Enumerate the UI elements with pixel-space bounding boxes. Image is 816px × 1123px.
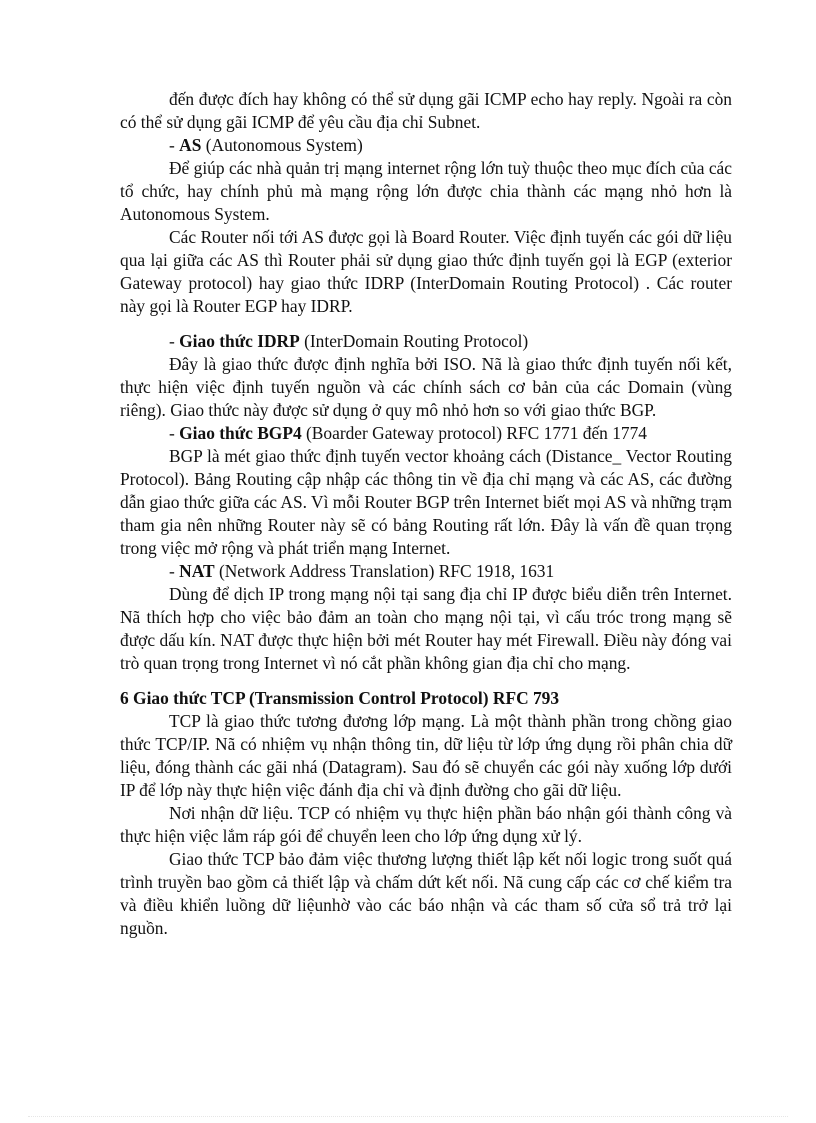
bullet-dash: - — [169, 423, 180, 443]
spacer — [120, 318, 732, 330]
spacer — [120, 675, 732, 687]
bullet-nat-text: (Network Address Translation) RFC 1918, 1631 — [218, 561, 555, 581]
bullet-as-text: (Autonomous System) — [205, 135, 363, 155]
paragraph-tcp-1: TCP là giao thức tương đương lớp mạng. Là một thành phần trong chồng giao thức TCP/IP. Nã có nhiệm vụ nhận thông tin, dữ liệu từ lớp ứng dụng rồi phân chia dữ liệu, đóng thành các gãi nhá (Datagram). Sau đó sẽ chuyển các gói này xuống lớp dưới IP để lớp này thực hiện việc đánh địa chỉ và định đường cho gãi dữ liệu. — [120, 711, 732, 800]
paragraph-as-routers: Các Router nối tới AS được gọi là Board Router. Việc định tuyến các gói dữ liệu qua lại giữa các AS thì Router phải sử dụng giao thức định tuyến gọi là EGP (exterior Gateway protocol) hay giao thức IDRP (InterDomain Routing Protocol) . Các router này gọi là Router EGP hay IDRP. — [120, 227, 732, 316]
bullet-as — [120, 134, 732, 157]
bullet-bgp-label: Giao thức BGP4 — [179, 423, 302, 443]
bullet-idrp-label: Giao thức IDRP — [179, 331, 300, 351]
bullet-idrp-text: (InterDomain Routing Protocol) — [304, 331, 529, 351]
paragraph-bgp: BGP là mét giao thức định tuyến vector khoảng cách (Distance_ Vector Routing Protocol). Bảng Routing cập nhập các thông tin về địa chỉ mạng và các AS, các đường dẫn giao thức giữa các AS. Vì mỗi Router BGP trên Internet biết mọi AS và những trạm tham gia nên những Router này sẽ có bảng Routing rất lớn. Đây là vấn đề quan trọng trong việc mở rộng và phát triển mạng Internet. — [120, 446, 732, 558]
paragraph-as-definition: Để giúp các nhà quản trị mạng internet rộng lớn tuỳ thuộc theo mục đích của các tổ chức, hay chính phủ mà mạng rộng lớn được chia thành các mạng nhỏ hơn là Autonomous System. — [120, 158, 732, 224]
paragraph-tcp-3: Giao thức TCP bảo đảm việc thương lượng thiết lập kết nối logic trong suốt quá trình truyền bao gồm cả thiết lập và chấm dứt kết nối. Nã cung cấp các cơ chế kiểm tra và điều khiển luồng dữ liệunhờ vào các báo nhận và các tham số cửa sổ trả trở lại nguồn. — [120, 849, 732, 938]
section-heading-tcp: 6 Giao thức TCP (Transmission Control Protocol) RFC 793 — [120, 688, 560, 708]
paragraph-idrp: Đây là giao thức được định nghĩa bởi ISO. Nã là giao thức định tuyến nối kết, thực hiện việc định tuyến nguồn và các chính sách cơ bản của các Domain (vùng riêng). Giao thức này được sử dụng ở quy mô nhỏ hơn so với giao thức BGP. — [120, 354, 732, 420]
bullet-as-label: AS — [179, 135, 202, 155]
bullet-nat-label: NAT — [179, 561, 215, 581]
paragraph-tcp-2: Nơi nhận dữ liệu. TCP có nhiệm vụ thực hiện phần báo nhận gói thành công và thực hiện việc lắm ráp gói để chuyển leen cho lớp ứng dụng xử lý. — [120, 803, 732, 846]
bullet-bgp — [120, 422, 732, 445]
paragraph-icmp: đến được đích hay không có thể sử dụng gãi ICMP echo hay reply. Ngoài ra còn có thể sử dụng gãi ICMP để yêu cầu địa chỉ Subnet. — [120, 89, 732, 132]
bullet-bgp-text: (Boarder Gateway protocol) RFC 1771 đến 1774 — [306, 423, 647, 443]
bullet-dash: - — [169, 561, 180, 581]
bullet-nat — [120, 560, 732, 583]
bullet-dash: - — [169, 135, 180, 155]
document-page — [120, 88, 732, 940]
page-bottom-rule — [28, 1116, 788, 1117]
bullet-dash: - — [169, 331, 180, 351]
bullet-idrp — [120, 330, 732, 353]
paragraph-nat: Dùng để dịch IP trong mạng nội tại sang địa chỉ IP được biểu diễn trên Internet. Nã thích hợp cho việc bảo đảm an toàn cho mạng nội tại, vì cấu tróc trong mạng sẽ được dấu kín. NAT được thực hiện bởi mét Router hay mét Firewall. Điều này đóng vai trò quan trọng trong Internet vì nó cắt phần không gian địa chỉ cho mạng. — [120, 584, 732, 673]
